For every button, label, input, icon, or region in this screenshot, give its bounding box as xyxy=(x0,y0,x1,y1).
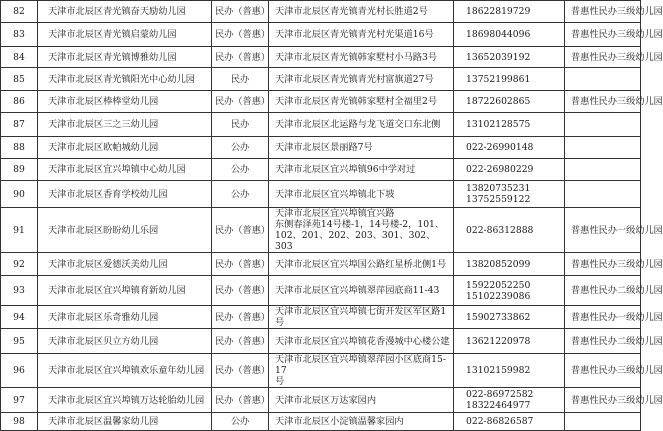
kindergarten-name-cell: 天津市北辰区温馨家幼儿园 xyxy=(38,413,212,431)
inclusive-level-cell: 普惠性民办一级幼儿园 xyxy=(565,306,641,329)
inclusive-level-cell xyxy=(565,68,641,91)
inclusive-level-cell: 普惠性民办三级幼儿园 xyxy=(565,23,641,47)
address-line: 东侧春泽苑14号楼-1，14号楼-2，101、102、201、202、203、301、302、303 xyxy=(275,219,445,252)
kindergarten-name-cell: 天津市北辰区青光镇奋天励幼儿园 xyxy=(38,1,212,23)
kindergarten-name-cell: 天津市北辰区青光镇启蒙幼儿园 xyxy=(38,23,212,47)
ownership-type-cell: 民办（普惠） xyxy=(212,306,269,329)
ownership-type-cell: 民办（普惠） xyxy=(212,23,269,47)
row-number-cell: 89 xyxy=(1,159,38,181)
ownership-type-cell: 民办（普惠） xyxy=(212,91,269,113)
phone-number: 13752199861 xyxy=(466,73,531,85)
address-line: 天津市北辰区宜兴埠镇翠萍园底商11-43 xyxy=(275,285,440,296)
row-number-cell: 87 xyxy=(1,113,38,137)
phone-number: 18322464977 xyxy=(466,400,531,411)
ownership-type-cell: 民办（普惠） xyxy=(212,329,269,354)
table-body xyxy=(1,1,663,431)
address-line: 天津市北辰区宜兴埠镇宜兴路 xyxy=(275,208,395,219)
row-number-cell: 91 xyxy=(1,208,38,253)
inclusive-level-cell xyxy=(565,413,641,431)
address-line: 天津市北辰区青光镇青光村光渠道16号 xyxy=(275,29,434,40)
address-line: 天津市北辰区宜兴埠镇翠萍园小区底商15-17 xyxy=(275,354,446,376)
ownership-type-cell: 民办（普惠） xyxy=(212,388,269,413)
address-line: 号 xyxy=(275,376,285,387)
kindergarten-name-cell: 天津市北辰区青光镇博雅幼儿园 xyxy=(38,47,212,68)
ownership-type-cell: 民办（普惠） xyxy=(212,354,269,388)
table-row xyxy=(1,23,641,47)
table-row xyxy=(1,253,641,276)
address-line: 天津市北辰区景丽路7号 xyxy=(275,142,373,153)
ownership-type-cell: 民办（普惠） xyxy=(212,276,269,306)
row-number-cell: 88 xyxy=(1,137,38,159)
address-cell xyxy=(269,113,454,137)
address-cell xyxy=(269,23,454,47)
table-row xyxy=(1,276,641,306)
address-cell xyxy=(269,388,454,413)
kindergarten-name-cell: 天津市北辰区宜兴埠镇欢乐童年幼儿园 xyxy=(38,354,212,388)
inclusive-level-cell: 普惠性民办三级幼儿园 xyxy=(565,253,641,276)
inclusive-level-cell xyxy=(565,159,641,181)
inclusive-level-cell xyxy=(565,137,641,159)
phone-cell xyxy=(454,413,565,431)
address-cell xyxy=(269,1,454,23)
kindergarten-name-cell: 天津市北辰区爱德沃美幼儿园 xyxy=(38,253,212,276)
phone-cell xyxy=(454,253,565,276)
row-number-cell: 97 xyxy=(1,388,38,413)
row-number-cell: 90 xyxy=(1,181,38,208)
row-number-cell: 86 xyxy=(1,91,38,113)
address-line: 天津市北辰区宜兴埠镇花香漫城中心楼公建 xyxy=(275,335,450,347)
phone-cell xyxy=(454,47,565,68)
phone-cell xyxy=(454,354,565,388)
row-number-cell: 82 xyxy=(1,1,38,23)
kindergarten-name-cell: 天津市北辰区宜兴埠镇育新幼儿园 xyxy=(38,276,212,306)
phone-cell xyxy=(454,181,565,208)
address-cell xyxy=(269,91,454,113)
address-line: 天津市北辰区宜兴埠镇96中学对过 xyxy=(275,164,416,175)
ownership-type-cell: 民办 xyxy=(212,68,269,91)
table-row xyxy=(1,159,641,181)
row-number-cell: 84 xyxy=(1,47,38,68)
phone-cell xyxy=(454,68,565,91)
kindergarten-name-cell: 天津市北辰区宜兴埠镇中心幼儿园 xyxy=(38,159,212,181)
inclusive-level-cell: 普惠性民办三级幼儿园 xyxy=(565,47,641,68)
address-line: 天津市北辰区万达家园内 xyxy=(275,394,377,406)
table-row xyxy=(1,137,641,159)
phone-cell xyxy=(454,306,565,329)
address-line: 天津市北辰区宜兴埠国公路红星桥北侧1号 xyxy=(275,258,447,270)
phone-number: 13820735231 xyxy=(466,183,531,194)
kindergarten-name-cell: 天津市北辰区香育学校幼儿园 xyxy=(38,181,212,208)
row-number-cell: 93 xyxy=(1,276,38,306)
inclusive-level-cell: 普惠性民办三级幼儿园 xyxy=(565,91,641,113)
ownership-type-cell: 民办 xyxy=(212,113,269,137)
kindergarten-name-cell: 天津市北辰区青光镇阳光中心幼儿园 xyxy=(38,68,212,91)
phone-cell xyxy=(454,329,565,354)
inclusive-level-cell: 普惠性民办二级幼儿园 xyxy=(565,329,641,354)
ownership-type-cell: 公办 xyxy=(212,413,269,431)
address-line: 天津市北辰区宜兴埠镇七街开发区军区路1号 xyxy=(275,306,447,328)
row-number-cell: 83 xyxy=(1,23,38,47)
inclusive-level-cell: 普惠性民办三级幼儿园 xyxy=(565,1,641,23)
kindergarten-name-cell: 天津市北辰区欧帕城幼儿园 xyxy=(38,137,212,159)
phone-number: 13621220978 xyxy=(466,335,531,347)
row-number-cell: 95 xyxy=(1,329,38,354)
address-cell xyxy=(269,208,454,253)
row-number-cell: 85 xyxy=(1,68,38,91)
phone-number: 18622819729 xyxy=(466,6,531,17)
address-line: 天津市北辰区宜兴埠镇北下坡 xyxy=(275,188,395,200)
table-row xyxy=(1,306,641,329)
address-cell xyxy=(269,329,454,354)
phone-cell xyxy=(454,137,565,159)
address-line: 天津市北辰区北运路与龙飞道交口东北侧 xyxy=(275,119,441,130)
ownership-type-cell: 民办（普惠） xyxy=(212,253,269,276)
address-line: 天津市北辰区青光镇青光村富旗道27号 xyxy=(275,73,434,85)
address-cell xyxy=(269,181,454,208)
address-cell xyxy=(269,159,454,181)
address-cell xyxy=(269,413,454,431)
address-line: 天津市北辰区小淀镇温馨家园内 xyxy=(275,416,404,427)
row-number-cell: 92 xyxy=(1,253,38,276)
ownership-type-cell: 公办 xyxy=(212,137,269,159)
phone-cell xyxy=(454,208,565,253)
inclusive-level-cell: 普惠性民办二级幼儿园 xyxy=(565,276,641,306)
table-row xyxy=(1,113,641,137)
inclusive-level-cell: 普惠性民办三级幼儿园 xyxy=(565,388,641,413)
phone-number: 13820852099 xyxy=(466,258,531,270)
phone-number: 15902733862 xyxy=(466,311,531,323)
inclusive-level-cell xyxy=(565,113,641,137)
table-row xyxy=(1,1,641,23)
table-row xyxy=(1,413,641,431)
row-number-cell: 94 xyxy=(1,306,38,329)
ownership-type-cell: 民办（普惠） xyxy=(212,208,269,253)
row-number-cell: 96 xyxy=(1,354,38,388)
phone-number: 13652039192 xyxy=(466,51,531,63)
phone-cell xyxy=(454,1,565,23)
inclusive-level-cell: 普惠性民办一级幼儿园 xyxy=(565,208,641,253)
phone-cell xyxy=(454,91,565,113)
address-cell xyxy=(269,47,454,68)
table-row xyxy=(1,208,641,253)
phone-number: 022-26990148 xyxy=(466,142,534,153)
phone-number: 13102159982 xyxy=(466,365,531,376)
kindergarten-name-cell: 天津市北辰区乐奇雅幼儿园 xyxy=(38,306,212,329)
ownership-type-cell: 公办 xyxy=(212,159,269,181)
table-row xyxy=(1,91,641,113)
table-row xyxy=(1,68,641,91)
phone-number: 18698044096 xyxy=(466,29,531,40)
kindergarten-name-cell: 天津市北辰区盼盼幼儿乐园 xyxy=(38,208,212,253)
address-cell xyxy=(269,276,454,306)
address-cell xyxy=(269,137,454,159)
row-number-cell: 98 xyxy=(1,413,38,431)
phone-number: 18722602865 xyxy=(466,96,531,107)
table-row xyxy=(1,181,641,208)
phone-cell xyxy=(454,388,565,413)
table-row xyxy=(1,354,641,388)
ownership-type-cell: 民办（普惠） xyxy=(212,47,269,68)
kindergarten-name-cell: 天津市北辰区宜兴埠镇万达轮胎幼儿园 xyxy=(38,388,212,413)
table-row xyxy=(1,47,641,68)
inclusive-level-cell xyxy=(565,181,641,208)
phone-cell xyxy=(454,159,565,181)
address-cell xyxy=(269,253,454,276)
phone-number: 13752559122 xyxy=(466,194,531,205)
phone-cell xyxy=(454,276,565,306)
phone-number: 022-86826587 xyxy=(466,416,534,427)
table-row xyxy=(1,388,641,413)
table-row xyxy=(1,329,641,354)
kindergarten-name-cell: 天津市北辰区三之三幼儿园 xyxy=(38,113,212,137)
address-line: 天津市北辰区青光镇青光村长胜道2号 xyxy=(275,6,428,17)
address-cell xyxy=(269,306,454,329)
address-cell xyxy=(269,354,454,388)
phone-cell xyxy=(454,23,565,47)
phone-number: 13102128575 xyxy=(466,119,531,130)
address-line: 天津市北辰区青光镇韩家墅村小马路3号 xyxy=(275,51,438,63)
phone-number: 022-86312888 xyxy=(466,224,534,236)
phone-number: 15922052250 xyxy=(466,279,531,291)
kindergarten-name-cell: 天津市北辰区棒棒堂幼儿园 xyxy=(38,91,212,113)
address-line: 天津市北辰区青光镇韩家墅村全福里2号 xyxy=(275,96,438,107)
ownership-type-cell: 公办 xyxy=(212,181,269,208)
phone-cell xyxy=(454,113,565,137)
address-cell xyxy=(269,68,454,91)
kindergarten-name-cell: 天津市北辰区贝立方幼儿园 xyxy=(38,329,212,354)
inclusive-level-cell: 普惠性民办三级幼儿园 xyxy=(565,354,641,388)
phone-number: 022-86972582 xyxy=(466,389,534,400)
phone-number: 022-26980229 xyxy=(466,164,534,175)
phone-number: 15102239086 xyxy=(466,290,531,302)
ownership-type-cell: 民办（普惠） xyxy=(212,1,269,23)
